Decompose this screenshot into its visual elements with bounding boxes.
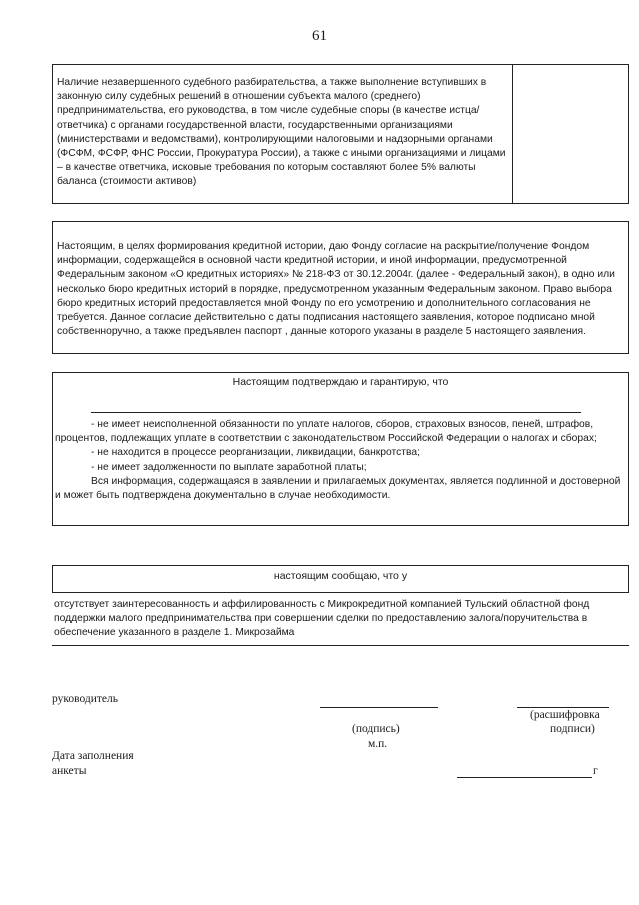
decoding-caption-2: подписи)	[550, 723, 595, 735]
notify-section	[52, 565, 629, 593]
guarantee-heading: Настоящим подтверждаю и гарантирую, что	[232, 376, 449, 388]
signature-line	[320, 707, 438, 708]
decoding-line	[517, 707, 609, 708]
notify-bottom-rule	[52, 645, 629, 646]
guarantee-item-reorganization: - не находится в процессе реорганизации, ликвидации, банкротства;	[91, 447, 420, 459]
guarantee-item-authenticity: Вся информация, содержащаяся в заявлении и прилагаемых документах, является подлинной и достоверной и может быть подтверждена документально в случае необходимости.	[55, 475, 621, 502]
signature-caption: (подпись)	[352, 723, 400, 735]
guarantee-item-salary: - не имеет задолженности по выплате заработной платы;	[91, 461, 367, 473]
year-suffix: г	[593, 765, 598, 777]
date-label-2: анкеты	[52, 765, 87, 777]
notify-heading: настоящим сообщаю, что у	[273, 570, 408, 582]
guarantee-item-taxes: - не имеет неисполненной обязанности по уплате налогов, сборов, страховых взносов, пеней, штрафов, процентов, подлежащих уплате в соответствии с законодательством Российской Федерации о налогах и сборах;	[55, 419, 597, 445]
column-divider	[512, 65, 513, 203]
credit-history-consent-section	[52, 221, 629, 354]
page-number: 61	[312, 28, 327, 44]
consent-text: Настоящим, в целях формирования кредитной истории, даю Фонду согласие на раскрытие/получение Фондом информации, содержащейся в основной части кредитной истории, и иной информации, предусмотренной Федеральным законом «О кредитных историях» № 218-ФЗ от 30.12.2004г. (далее - Федеральный закон), в одно или несколько бюро кредитных историй в порядке, предусмотренном указанным Федеральным законом. Право выбора бюро кредитных историй предоставляется мной Фонду по его усмотрению и дополнительного согласования не требуется. Данное согласие действительно с даты подписания настоящего заявления, которое подписано мной собственноручно, а также предъявлен паспорт , данные которого указаны в разделе 5 настоящего заявления.	[57, 241, 615, 338]
guarantee-section	[52, 372, 629, 526]
date-line	[457, 777, 592, 778]
decoding-caption-1: (расшифровка	[530, 709, 600, 721]
litigation-section	[52, 64, 629, 204]
guarantee-list	[55, 418, 623, 503]
litigation-text: Наличие незавершенного судебного разбирательства, а также выполнение вступивших в законную силу судебных решений в отношении субъекта малого (среднего) предпринимательства, его руководства, в том числе судебные споры (в качестве истца/ответчика) с органами государственной власти, государственными организациями (министерствами и ведомствами), контролирующими налоговыми и надзорными органами (ФСФМ, ФСФР, ФНС России, Прокуратура России), а также с иными организациями и лицами – в качестве ответчика, исковые требования по которым составляют более 5% валюты баланса (стоимости активов)	[57, 77, 506, 188]
company-name-line	[91, 412, 581, 413]
notify-text: отсутствует заинтересованность и аффилированность с Микрокредитной компанией Тульский областной фонд поддержки малого предпринимательства при совершении сделки по предоставлению залога/поручительства в обеспечение указанного в разделе 1. Микрозайма	[54, 599, 590, 639]
role-label: руководитель	[52, 693, 118, 705]
date-label-1: Дата заполнения	[52, 750, 134, 762]
stamp-label: м.п.	[368, 738, 388, 750]
